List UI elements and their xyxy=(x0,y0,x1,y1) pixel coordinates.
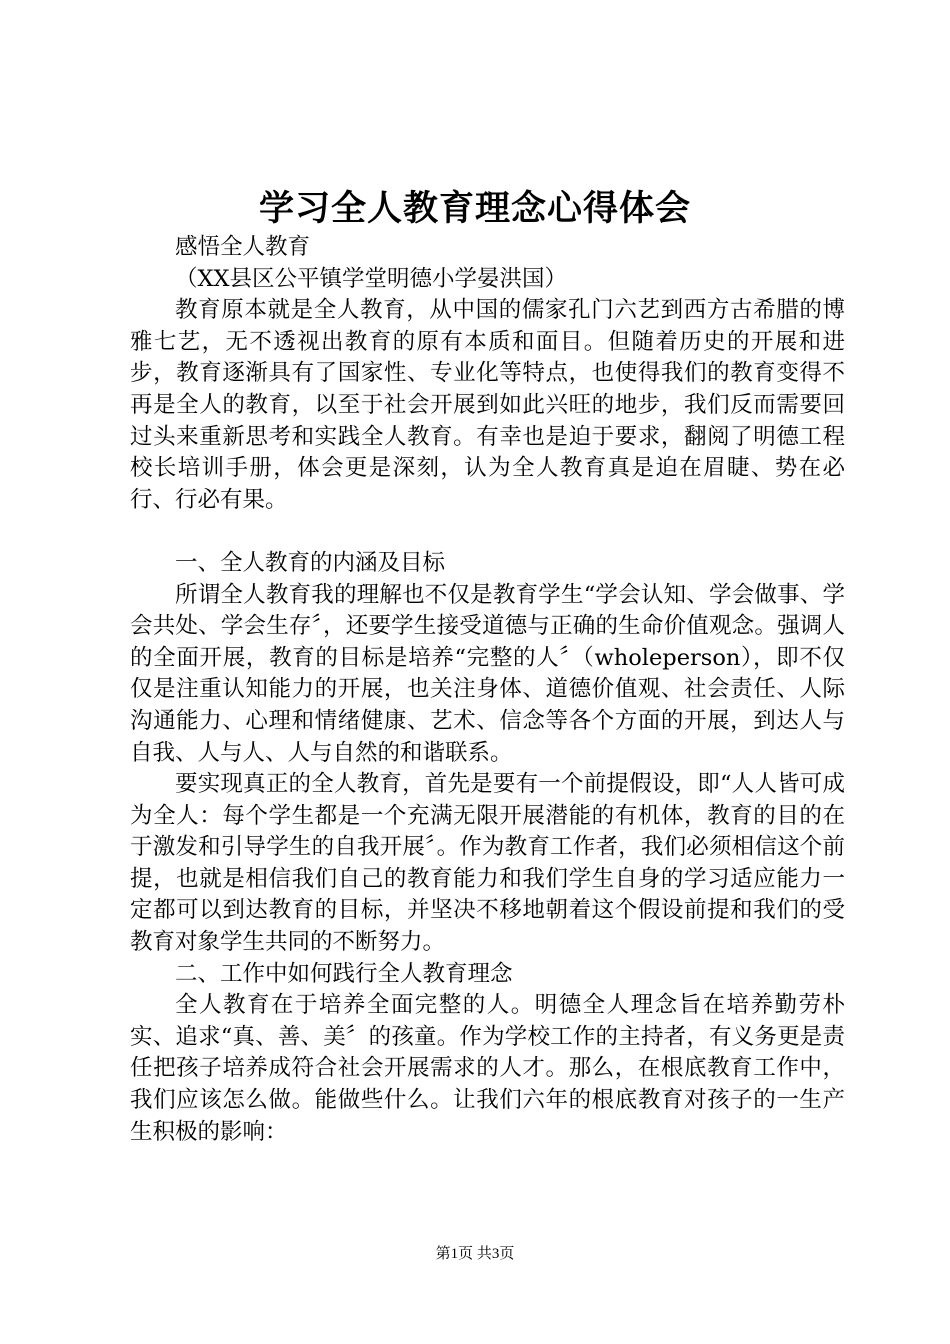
document-title: 学习全人教育理念心得体会 xyxy=(258,188,691,229)
section-heading-1: 一、全人教育的内涵及目标 xyxy=(175,549,446,576)
document-author: （XX县区公平镇学堂明德小学晏洪国） xyxy=(175,265,568,292)
document-body xyxy=(130,232,845,1148)
document-subtitle: 感悟全人教育 xyxy=(175,234,311,260)
paragraph-practice: 全人教育在于培养全面完整的人。明德全人理念旨在培养勤劳朴实、追求“真、善、美〞的孩童。作为学校工作的主持者，有义务更是责任把孩子培养成符合社会开展需求的人才。那么，在根底教育工作中，我们应该怎么做。能做些什么。让我们六年的根底教育对孩子的一生产生积极的影响： xyxy=(130,992,845,1145)
page-footer: 第1页 共3页 xyxy=(435,1246,515,1262)
paragraph-premise: 要实现真正的全人教育，首先是要有一个前提假设，即“人人皆可成为全人：每个学生都是一个充满无限开展潜能的有机体，教育的目的在于激发和引导学生的自我开展〞。作为教育工作者，我们必须相信这个前提，也就是相信我们自己的教育能力和我们学生自身的学习适应能力一定都可以到达教育的目标，并坚决不移地朝着这个假设前提和我们的受教育对象学生共同的不断努力。 xyxy=(130,771,845,956)
section-heading-2: 二、工作中如何践行全人教育理念 xyxy=(175,960,513,987)
paragraph-intro: 教育原本就是全人教育，从中国的儒家孔门六艺到西方古希腊的博雅七艺，无不透视出教育的原有本质和面目。但随着历史的开展和进步，教育逐渐具有了国家性、专业化等特点，也使得我们的教育变得不再是全人的教育，以至于社会开展到如此兴旺的地步，我们反而需要回过头来重新思考和实践全人教育。有幸也是迫于要求，翻阅了明德工程校长培训手册，体会更是深刻，认为全人教育真是迫在眉睫、势在必行、行必有果。 xyxy=(130,297,845,513)
paragraph-meaning: 所谓全人教育我的理解也不仅是教育学生“学会认知、学会做事、学会共处、学会生存〞，还要学生接受道德与正确的生命价值观念。强调人的全面开展，教育的目标是培养“完整的人〞（wholeperson），即不仅仅是注重认知能力的开展，也关注身体、道德价值观、社会责任、人际沟通能力、心理和情绪健康、艺术、信念等各个方面的开展，到达人与自我、人与人、人与自然的和谐联系。 xyxy=(130,581,845,766)
paragraph-spacer xyxy=(130,516,845,548)
